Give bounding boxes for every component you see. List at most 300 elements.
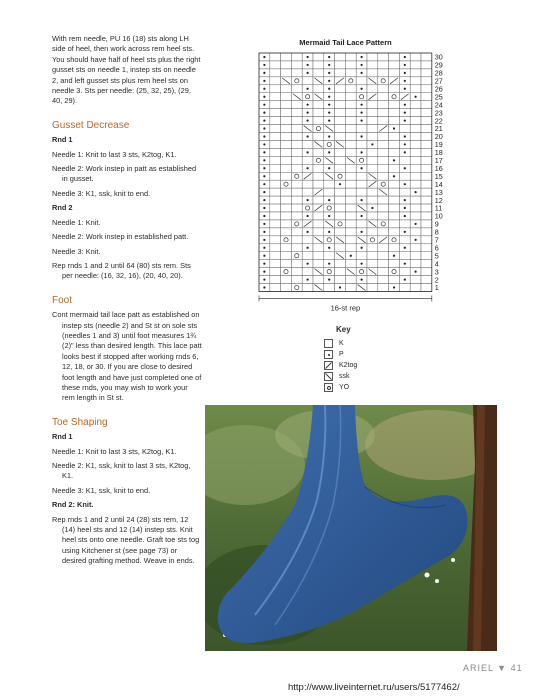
row-number: 4 bbox=[434, 259, 439, 269]
chart-cell bbox=[313, 148, 324, 156]
purl-symbol bbox=[361, 247, 363, 249]
chart-cell bbox=[281, 172, 292, 180]
chart-cell bbox=[313, 117, 324, 125]
chart-cell bbox=[378, 260, 389, 268]
chart-cell bbox=[345, 220, 356, 228]
chart-cell bbox=[281, 117, 292, 125]
chart-cell bbox=[270, 188, 281, 196]
chart-cell bbox=[389, 85, 400, 93]
repeat-label: 16-st rep bbox=[330, 303, 361, 313]
chart-cell bbox=[345, 196, 356, 204]
chart-cell bbox=[313, 180, 324, 188]
chart-cell bbox=[270, 228, 281, 236]
chart-cell bbox=[313, 276, 324, 284]
chart-cell bbox=[270, 196, 281, 204]
chart-cell bbox=[410, 101, 421, 109]
chart-cell bbox=[345, 133, 356, 141]
purl-symbol bbox=[404, 112, 406, 114]
purl-symbol bbox=[361, 64, 363, 66]
purl-symbol bbox=[328, 119, 330, 121]
row-number: 11 bbox=[434, 203, 443, 213]
row-number: 1 bbox=[434, 283, 439, 293]
row-number: 27 bbox=[434, 76, 443, 86]
chart-cell bbox=[421, 244, 432, 252]
chart-cell bbox=[389, 196, 400, 204]
chart-cell bbox=[335, 117, 346, 125]
chart-cell bbox=[313, 164, 324, 172]
purl-symbol bbox=[263, 255, 265, 257]
chart-cell bbox=[281, 109, 292, 117]
chart-cell bbox=[335, 220, 346, 228]
chart-cell bbox=[291, 276, 302, 284]
chart-cell bbox=[281, 244, 292, 252]
knit-symbol-icon bbox=[324, 339, 333, 348]
chart-cell bbox=[335, 156, 346, 164]
chart-cell bbox=[389, 140, 400, 148]
chart-cell bbox=[345, 125, 356, 133]
purl-symbol bbox=[328, 278, 330, 280]
purl-symbol bbox=[404, 143, 406, 145]
purl-symbol bbox=[263, 286, 265, 288]
purl-symbol bbox=[328, 72, 330, 74]
toe-needle1: Needle 1: Knit to last 3 sts, K2tog, K1. bbox=[52, 446, 177, 456]
key-label: K2tog bbox=[339, 362, 358, 369]
chart-cell bbox=[421, 101, 432, 109]
purl-symbol bbox=[307, 88, 309, 90]
chart-cell bbox=[421, 164, 432, 172]
chart-cell bbox=[281, 53, 292, 61]
chart-cell bbox=[291, 85, 302, 93]
chart-cell bbox=[335, 244, 346, 252]
purl-symbol bbox=[263, 96, 265, 98]
toe-heading: Toe Shaping bbox=[52, 416, 108, 428]
chart-cell bbox=[389, 236, 400, 244]
purl-symbol bbox=[404, 247, 406, 249]
purl-symbol bbox=[415, 271, 417, 273]
purl-symbol bbox=[307, 64, 309, 66]
purl-symbol bbox=[393, 127, 395, 129]
chart-cell bbox=[270, 204, 281, 212]
purl-symbol bbox=[307, 263, 309, 265]
chart-cell bbox=[421, 125, 432, 133]
chart-cell bbox=[410, 212, 421, 220]
purl-symbol bbox=[307, 119, 309, 121]
chart-cell bbox=[389, 212, 400, 220]
purl-symbol bbox=[404, 135, 406, 137]
chart-cell bbox=[335, 133, 346, 141]
chart-cell bbox=[389, 204, 400, 212]
chart-cell bbox=[389, 220, 400, 228]
chart-cell bbox=[313, 85, 324, 93]
chart-cell bbox=[281, 188, 292, 196]
purl-symbol bbox=[328, 104, 330, 106]
chart-cell bbox=[335, 228, 346, 236]
chart-cell bbox=[421, 172, 432, 180]
chart-cell bbox=[367, 101, 378, 109]
chart-key bbox=[324, 325, 384, 393]
purl-symbol bbox=[404, 72, 406, 74]
chart-cell bbox=[389, 133, 400, 141]
chart-cell bbox=[270, 125, 281, 133]
chart-cell bbox=[378, 133, 389, 141]
chart-cell bbox=[421, 204, 432, 212]
chart-cell bbox=[281, 61, 292, 69]
chart-cell bbox=[410, 109, 421, 117]
key-row-k2tog bbox=[324, 360, 384, 371]
purl-symbol bbox=[307, 72, 309, 74]
chart-cell bbox=[410, 284, 421, 292]
chart-cell bbox=[291, 156, 302, 164]
purl-symbol bbox=[393, 159, 395, 161]
row-number: 23 bbox=[434, 108, 443, 118]
row-number: 16 bbox=[434, 163, 443, 173]
purl-symbol bbox=[361, 151, 363, 153]
chart-cell bbox=[367, 85, 378, 93]
purl-symbol bbox=[328, 199, 330, 201]
chart-cell bbox=[335, 125, 346, 133]
purl-symbol bbox=[328, 247, 330, 249]
chart-cell bbox=[367, 164, 378, 172]
purl-symbol bbox=[404, 278, 406, 280]
chart-cell bbox=[281, 180, 292, 188]
chart-cell bbox=[291, 204, 302, 212]
chart-cell bbox=[378, 228, 389, 236]
chart-cell bbox=[410, 125, 421, 133]
chart-cell bbox=[345, 109, 356, 117]
chart-cell bbox=[281, 69, 292, 77]
intro-paragraph: With rem needle, PU 16 (18) sts along LH side of heel, then work across rem heel sts. You should have half of heel sts plus the right gusset sts on needle 1, instep sts on needle 2, and left gusset sts plus rem heel sts on needle 3. Sts per needle: (25, 32, 25), (29, 40, 29). bbox=[52, 34, 201, 106]
purl-symbol bbox=[361, 88, 363, 90]
key-title: Key bbox=[336, 325, 351, 334]
purl-symbol bbox=[263, 207, 265, 209]
chart-cell bbox=[270, 156, 281, 164]
purl-symbol bbox=[263, 159, 265, 161]
purl-symbol bbox=[404, 104, 406, 106]
row-number: 25 bbox=[434, 92, 443, 102]
chart-cell bbox=[324, 204, 335, 212]
chart-cell bbox=[421, 148, 432, 156]
row-number: 9 bbox=[434, 219, 439, 229]
purl-symbol bbox=[307, 215, 309, 217]
chart-cell bbox=[291, 252, 302, 260]
chart-cell bbox=[367, 276, 378, 284]
chart-cell bbox=[270, 61, 281, 69]
purl-symbol bbox=[361, 231, 363, 233]
purl-symbol bbox=[393, 286, 395, 288]
purl-symbol bbox=[404, 263, 406, 265]
purl-symbol bbox=[404, 119, 406, 121]
chart-cell bbox=[302, 204, 313, 212]
chart-cell bbox=[378, 69, 389, 77]
chart-cell bbox=[313, 220, 324, 228]
chart-cell bbox=[345, 236, 356, 244]
chart-cell bbox=[291, 125, 302, 133]
chart-cell bbox=[410, 276, 421, 284]
chart-cell bbox=[345, 140, 356, 148]
chart-cell bbox=[378, 220, 389, 228]
row-number: 28 bbox=[434, 68, 443, 78]
chart-cell bbox=[270, 117, 281, 125]
chart-cell bbox=[281, 148, 292, 156]
chart-cell bbox=[335, 204, 346, 212]
chart-cell bbox=[410, 180, 421, 188]
chart-cell bbox=[270, 77, 281, 85]
purl-symbol bbox=[328, 263, 330, 265]
sock-illustration bbox=[205, 405, 497, 651]
chart-cell bbox=[302, 268, 313, 276]
gusset-repeat: Rep rnds 1 and 2 until 64 (80) sts rem. Sts per needle: (16, 32, 16), (20, 40, 20). bbox=[52, 260, 191, 281]
chart-cell bbox=[378, 156, 389, 164]
chart-cell bbox=[367, 109, 378, 117]
chart-cell bbox=[270, 252, 281, 260]
chart-cell bbox=[410, 148, 421, 156]
purl-symbol bbox=[404, 80, 406, 82]
chart-cell bbox=[345, 117, 356, 125]
chart-cell bbox=[356, 172, 367, 180]
purl-symbol bbox=[361, 263, 363, 265]
chart-cell bbox=[335, 212, 346, 220]
row-number: 13 bbox=[434, 187, 443, 197]
chart-cell bbox=[281, 164, 292, 172]
chart-cell bbox=[410, 244, 421, 252]
chart-cell bbox=[270, 85, 281, 93]
key-row-k bbox=[324, 338, 384, 349]
chart-cell bbox=[345, 260, 356, 268]
chart-cell bbox=[324, 236, 335, 244]
chart-cell bbox=[313, 196, 324, 204]
foot-heading: Foot bbox=[52, 294, 73, 306]
chart-cell bbox=[345, 85, 356, 93]
chart-cell bbox=[389, 260, 400, 268]
chart-cell bbox=[421, 220, 432, 228]
chart-cell bbox=[421, 188, 432, 196]
chart-cell bbox=[281, 228, 292, 236]
chart-cell bbox=[410, 61, 421, 69]
chart-cell bbox=[335, 109, 346, 117]
purl-symbol bbox=[361, 167, 363, 169]
chart-cell bbox=[421, 252, 432, 260]
purl-symbol bbox=[404, 231, 406, 233]
row-number: 22 bbox=[434, 116, 443, 126]
chart-cell bbox=[335, 172, 346, 180]
chart-cell bbox=[367, 69, 378, 77]
purl-symbol bbox=[361, 112, 363, 114]
chart-cell bbox=[281, 204, 292, 212]
purl-symbol bbox=[361, 215, 363, 217]
chart-cell bbox=[421, 77, 432, 85]
chart-cell bbox=[389, 101, 400, 109]
chart-cell bbox=[389, 276, 400, 284]
chart-cell bbox=[410, 133, 421, 141]
chart-cell bbox=[335, 101, 346, 109]
purl-symbol bbox=[393, 255, 395, 257]
chart-cell bbox=[313, 69, 324, 77]
chart-cell bbox=[399, 172, 410, 180]
chart-cell bbox=[345, 212, 356, 220]
purl-symbol bbox=[307, 167, 309, 169]
chart-cell bbox=[389, 61, 400, 69]
chart-cell bbox=[324, 188, 335, 196]
purl-symbol bbox=[361, 199, 363, 201]
purl-symbol bbox=[263, 72, 265, 74]
gusset-rnd2-label: Rnd 2 bbox=[52, 203, 73, 213]
row-number: 15 bbox=[434, 171, 443, 181]
chart-cell bbox=[378, 204, 389, 212]
chart-cell bbox=[281, 140, 292, 148]
chart-cell bbox=[378, 53, 389, 61]
chart-cell bbox=[270, 164, 281, 172]
chart-cell bbox=[291, 148, 302, 156]
chart-cell bbox=[270, 244, 281, 252]
chart-cell bbox=[313, 228, 324, 236]
row-number: 19 bbox=[434, 140, 443, 150]
chart-cell bbox=[399, 268, 410, 276]
chart-cell bbox=[345, 172, 356, 180]
chart-cell bbox=[302, 252, 313, 260]
chart-cell bbox=[421, 212, 432, 220]
chart-cell bbox=[291, 133, 302, 141]
chart-cell bbox=[356, 188, 367, 196]
purl-symbol bbox=[361, 104, 363, 106]
purl-symbol bbox=[263, 247, 265, 249]
toe-needle2: Needle 2: K1, ssk, knit to last 3 sts, K2tog, K1. bbox=[52, 461, 191, 481]
purl-symbol bbox=[339, 183, 341, 185]
chart-cell bbox=[421, 276, 432, 284]
chart-cell bbox=[389, 180, 400, 188]
chart-cell bbox=[367, 236, 378, 244]
purl-symbol bbox=[263, 175, 265, 177]
purl-symbol bbox=[263, 239, 265, 241]
purl-symbol bbox=[404, 56, 406, 58]
chart-cell bbox=[324, 284, 335, 292]
purl-symbol bbox=[371, 143, 373, 145]
chart-cell bbox=[356, 77, 367, 85]
purl-symbol bbox=[263, 80, 265, 82]
chart-cell bbox=[313, 133, 324, 141]
chart-cell bbox=[291, 228, 302, 236]
chart-cell bbox=[291, 284, 302, 292]
ssk-symbol-icon bbox=[324, 372, 333, 381]
chart-cell bbox=[356, 252, 367, 260]
chart-cell bbox=[410, 117, 421, 125]
chart-cell bbox=[313, 109, 324, 117]
row-number: 2 bbox=[434, 275, 439, 285]
purl-symbol bbox=[393, 175, 395, 177]
chart-cell bbox=[421, 260, 432, 268]
chart-cell bbox=[410, 85, 421, 93]
chart-cell bbox=[378, 140, 389, 148]
purl-symbol bbox=[263, 215, 265, 217]
chart-cell bbox=[389, 148, 400, 156]
purl-symbol bbox=[415, 223, 417, 225]
chart-cell bbox=[335, 148, 346, 156]
purl-symbol bbox=[263, 127, 265, 129]
row-number: 14 bbox=[434, 179, 443, 189]
chart-cell bbox=[421, 156, 432, 164]
purl-symbol bbox=[328, 56, 330, 58]
chart-cell bbox=[291, 180, 302, 188]
chart-cell bbox=[291, 188, 302, 196]
purl-symbol bbox=[263, 271, 265, 273]
chart-cell bbox=[356, 125, 367, 133]
chart-cell bbox=[345, 284, 356, 292]
chart-cell bbox=[345, 164, 356, 172]
chart-cell bbox=[270, 236, 281, 244]
chart-cell bbox=[335, 276, 346, 284]
chart-cell bbox=[389, 117, 400, 125]
chart-cell bbox=[345, 69, 356, 77]
key-label: K bbox=[339, 340, 344, 347]
chart-cell bbox=[281, 236, 292, 244]
chart-cell bbox=[378, 196, 389, 204]
chart-cell bbox=[302, 284, 313, 292]
key-label: ssk bbox=[339, 373, 350, 380]
purl-symbol bbox=[404, 207, 406, 209]
purl-symbol bbox=[404, 64, 406, 66]
chart-cell bbox=[291, 69, 302, 77]
chart-cell bbox=[281, 156, 292, 164]
gusset-rnd2-needle3: Needle 3: Knit. bbox=[52, 246, 101, 256]
chart-cell bbox=[270, 140, 281, 148]
row-number: 24 bbox=[434, 100, 443, 110]
chart-cell bbox=[367, 252, 378, 260]
purl-symbol bbox=[307, 231, 309, 233]
page-footer: ARIEL ▼ 41 bbox=[463, 663, 523, 673]
purl-symbol bbox=[415, 96, 417, 98]
chart-cell bbox=[410, 196, 421, 204]
chart-cell bbox=[367, 284, 378, 292]
purl-symbol bbox=[404, 199, 406, 201]
chart-cell bbox=[410, 156, 421, 164]
purl-symbol bbox=[307, 104, 309, 106]
chart-cell bbox=[421, 236, 432, 244]
k2tog-symbol-icon bbox=[324, 361, 333, 370]
row-number: 17 bbox=[434, 156, 443, 165]
chart-cell bbox=[345, 180, 356, 188]
row-number: 10 bbox=[434, 211, 443, 221]
sock-photo bbox=[205, 405, 497, 651]
purl-symbol bbox=[307, 135, 309, 137]
chart-cell bbox=[291, 260, 302, 268]
row-number: 30 bbox=[434, 52, 443, 62]
chart-cell bbox=[335, 85, 346, 93]
chart-cell bbox=[281, 133, 292, 141]
chart-cell bbox=[378, 244, 389, 252]
chart-cell bbox=[345, 53, 356, 61]
purl-symbol bbox=[415, 239, 417, 241]
row-number: 3 bbox=[434, 267, 439, 277]
chart-cell bbox=[421, 268, 432, 276]
purl-symbol bbox=[404, 215, 406, 217]
purl-symbol bbox=[328, 151, 330, 153]
chart-cell bbox=[378, 252, 389, 260]
chart-cell bbox=[367, 156, 378, 164]
purl-symbol bbox=[361, 56, 363, 58]
yo-symbol-icon bbox=[324, 383, 333, 392]
purl-symbol bbox=[328, 167, 330, 169]
chart-cell bbox=[281, 101, 292, 109]
gusset-needle3: Needle 3: K1, ssk, knit to end. bbox=[52, 188, 151, 198]
chart-cell bbox=[399, 156, 410, 164]
chart-cell bbox=[281, 93, 292, 101]
chart-cell bbox=[270, 172, 281, 180]
purl-symbol bbox=[263, 88, 265, 90]
chart-cell bbox=[281, 276, 292, 284]
toe-rnd1-label: Rnd 1 bbox=[52, 432, 73, 442]
chart-cell bbox=[291, 268, 302, 276]
purl-symbol bbox=[361, 278, 363, 280]
chart-cell bbox=[421, 69, 432, 77]
